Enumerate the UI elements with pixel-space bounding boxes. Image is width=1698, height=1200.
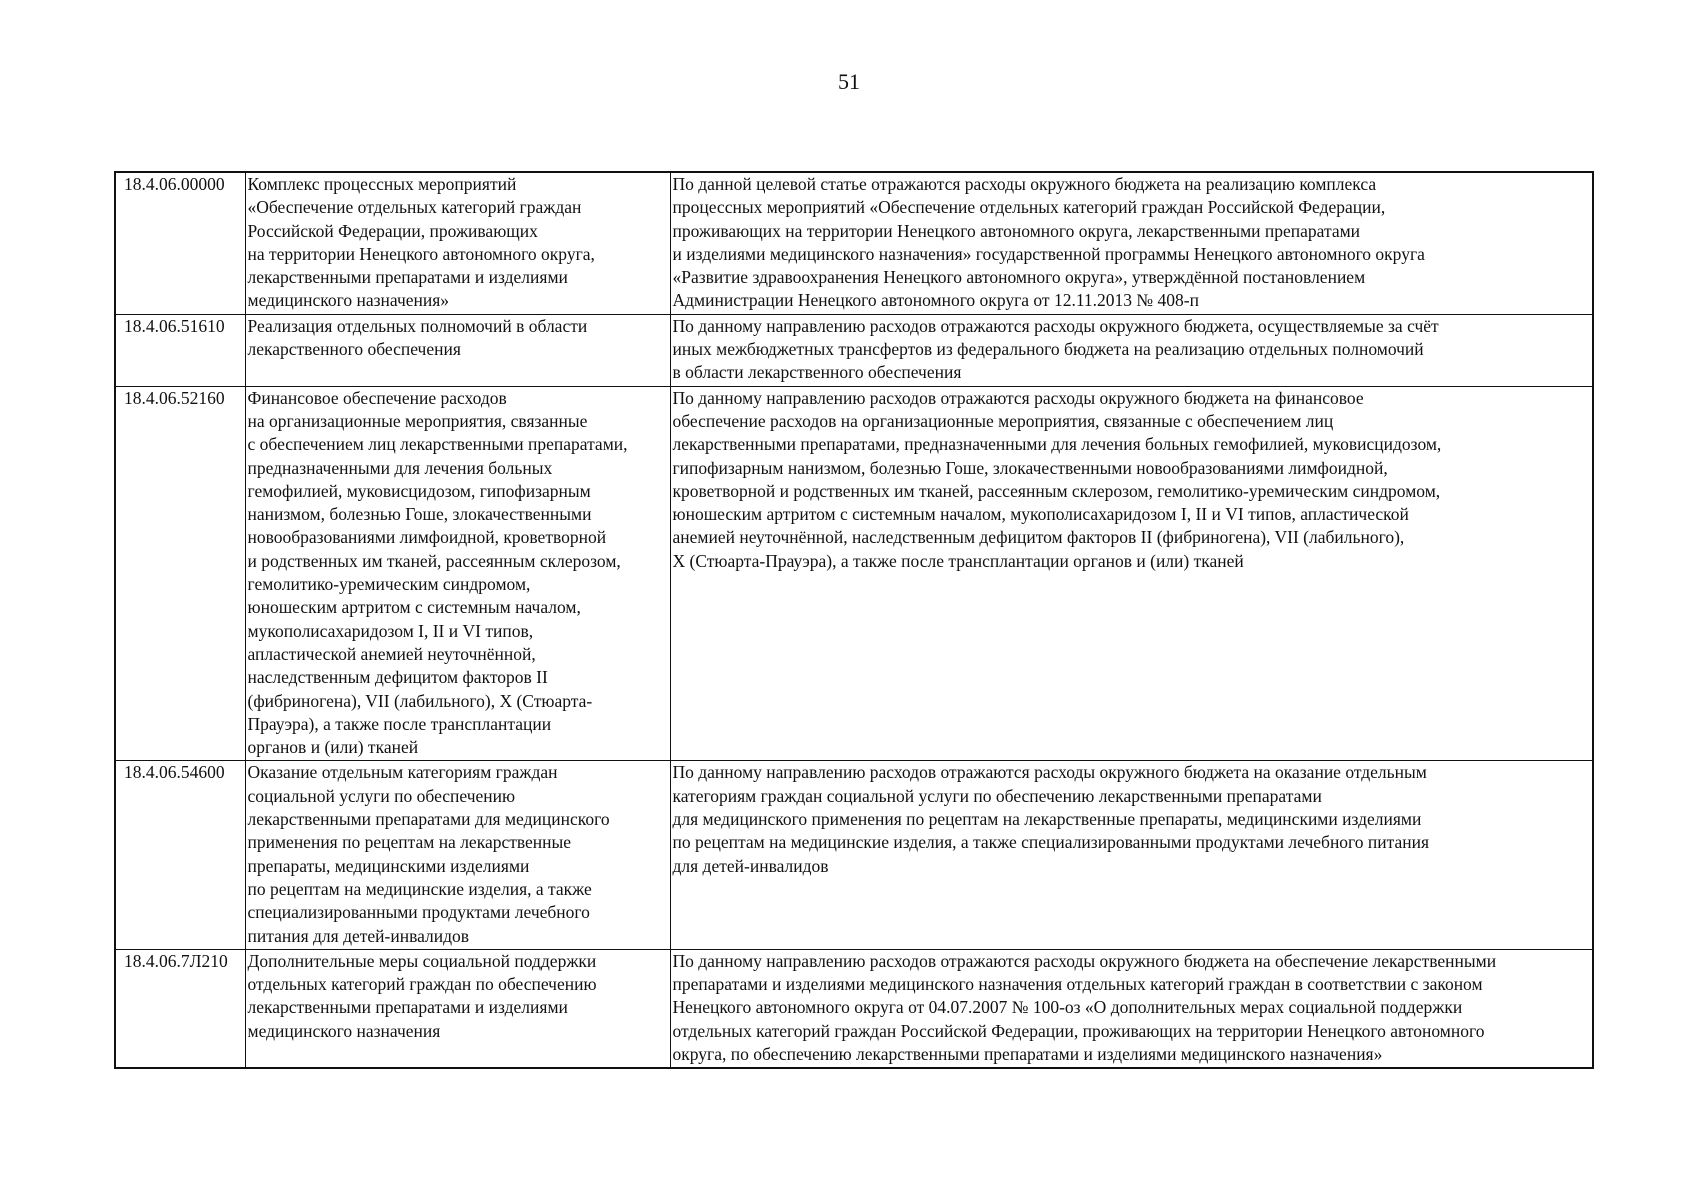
target-article-name: Комплекс процессных мероприятий «Обеспечение отдельных категорий граждан Российской Федерации, проживающих на территории Ненецкого автономного округа, лекарственными препаратами и изделиями медицинского назначения» (245, 172, 670, 314)
table-row (115, 949, 1593, 1068)
table-row (115, 314, 1593, 386)
target-article-name: Дополнительные меры социальной поддержки отдельных категорий граждан по обеспечению лекарственными препаратами и изделиями медицинского назначения (245, 949, 670, 1068)
target-article-code: 18.4.06.52160 (115, 386, 245, 761)
target-article-description: По данному направлению расходов отражаются расходы окружного бюджета на оказание отдельным категориям граждан социальной услуги по обеспечению лекарственными препаратами для медицинского применения по рецептам на лекарственные препараты, медицинскими изделиями по рецептам на медицинские изделия, а также специализированными продуктами лечебного питания для детей-инвалидов (670, 761, 1593, 949)
target-article-description: По данному направлению расходов отражаются расходы окружного бюджета на финансовое обеспечение расходов на организационные мероприятия, связанные с обеспечением лиц лекарственными препаратами, предназначенными для лечения больных гемофилией, муковисцидозом, гипофизарным нанизмом, болезнью Гоше, злокачественными новообразованиями лимфоидной, кроветворной и родственных им тканей, рассеянным склерозом, гемолитико-уремическим синдромом, юношеским артритом с системным началом, мукополисахаридозом I, II и VI типов, апластической анемией неуточнённой, наследственным дефицитом факторов II (фибриногена), VII (лабильного), X (Стюарта-Прауэра), а также после трансплантации органов и (или) тканей (670, 386, 1593, 761)
target-article-name: Оказание отдельным категориям граждан социальной услуги по обеспечению лекарственными препаратами для медицинского применения по рецептам на лекарственные препараты, медицинскими изделиями по рецептам на медицинские изделия, а также специализированными продуктами лечебного питания для детей-инвалидов (245, 761, 670, 949)
page-number: 51 (838, 69, 860, 94)
target-article-code: 18.4.06.54600 (115, 761, 245, 949)
table-row (115, 172, 1593, 314)
target-article-code: 18.4.06.51610 (115, 314, 245, 386)
target-article-description: По данной целевой статье отражаются расходы окружного бюджета на реализацию комплекса процессных мероприятий «Обеспечение отдельных категорий граждан Российской Федерации, проживающих на территории Ненецкого автономного округа, лекарственными препаратами и изделиями медицинского назначения» государственной программы Ненецкого автономного округа «Развитие здравоохранения Ненецкого автономного округа», утверждённой постановлением Администрации Ненецкого автономного округа от 12.11.2013 № 408-п (670, 172, 1593, 314)
target-article-name: Финансовое обеспечение расходов на организационные мероприятия, связанные с обеспечением лиц лекарственными препаратами, предназначенными для лечения больных гемофилией, муковисцидозом, гипофизарным нанизмом, болезнью Гоше, злокачественными новообразованиями лимфоидной, кроветворной и родственных им тканей, рассеянным склерозом, гемолитико-уремическим синдромом, юношеским артритом с системным началом, мукополисахаридозом I, II и VI типов, апластической анемией неуточнённой, наследственным дефицитом факторов II (фибриногена), VII (лабильного), X (Стюарта- Прауэра), а также после трансплантации органов и (или) тканей (245, 386, 670, 761)
target-article-name: Реализация отдельных полномочий в области лекарственного обеспечения (245, 314, 670, 386)
table-row (115, 761, 1593, 949)
target-article-code: 18.4.06.00000 (115, 172, 245, 314)
target-article-code: 18.4.06.7Л210 (115, 949, 245, 1068)
target-article-description: По данному направлению расходов отражаются расходы окружного бюджета на обеспечение лекарственными препаратами и изделиями медицинского назначения отдельных категорий граждан в соответствии с законом Ненецкого автономного округа от 04.07.2007 № 100-оз «О дополнительных мерах социальной поддержки отдельных категорий граждан Российской Федерации, проживающих на территории Ненецкого автономного округа, по обеспечению лекарственными препаратами и изделиями медицинского назначения» (670, 949, 1593, 1068)
target-article-description: По данному направлению расходов отражаются расходы окружного бюджета, осуществляемые за счёт иных межбюджетных трансфертов из федерального бюджета на реализацию отдельных полномочий в области лекарственного обеспечения (670, 314, 1593, 386)
budget-classification-table (114, 171, 1594, 1069)
table-row (115, 386, 1593, 761)
